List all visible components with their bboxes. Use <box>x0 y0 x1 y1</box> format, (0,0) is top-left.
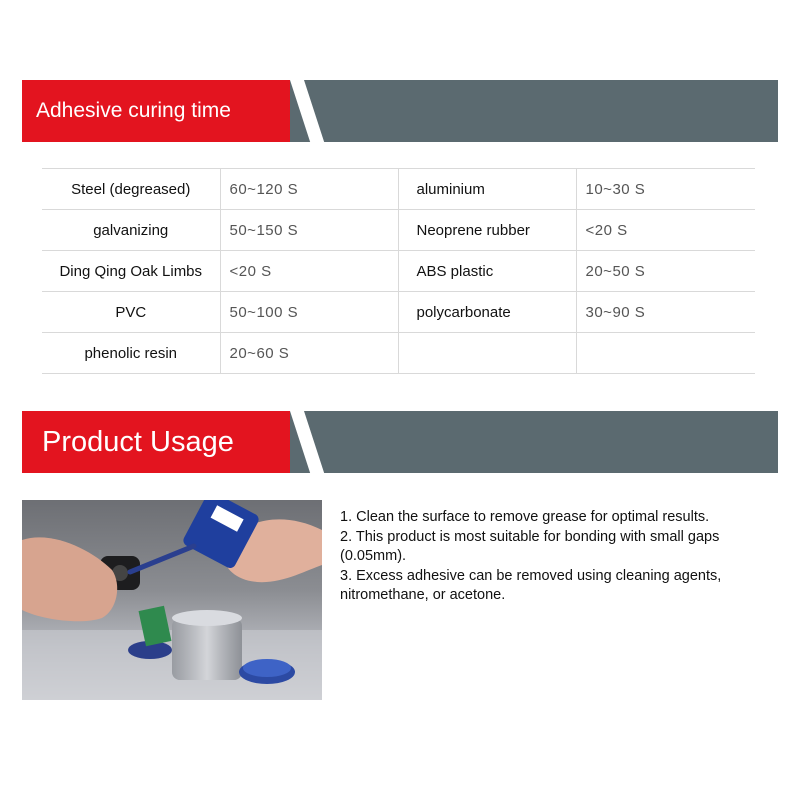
table-row <box>42 292 755 333</box>
time-cell: 30~90 S <box>576 292 755 333</box>
material-cell: polycarbonate <box>398 292 576 333</box>
curing-time-title: Adhesive curing time <box>36 99 231 122</box>
material-cell <box>398 333 576 374</box>
product-usage-banner <box>22 411 778 473</box>
curing-time-table <box>42 168 755 374</box>
table-row <box>42 210 755 251</box>
time-cell: <20 S <box>220 251 398 292</box>
usage-illustration <box>22 500 322 700</box>
time-cell: 20~60 S <box>220 333 398 374</box>
time-cell: 60~120 S <box>220 169 398 210</box>
material-cell: Ding Qing Oak Limbs <box>42 251 220 292</box>
banner-divider <box>290 411 324 473</box>
material-cell: Steel (degreased) <box>42 169 220 210</box>
time-cell: <20 S <box>576 210 755 251</box>
product-usage-photo <box>22 500 322 700</box>
table-row <box>42 251 755 292</box>
time-cell: 20~50 S <box>576 251 755 292</box>
material-cell: aluminium <box>398 169 576 210</box>
table-row <box>42 333 755 374</box>
banner-divider <box>290 80 324 142</box>
product-usage-title: Product Usage <box>42 426 234 458</box>
curing-time-banner <box>22 80 778 142</box>
table-row <box>42 169 755 210</box>
time-cell <box>576 333 755 374</box>
material-cell: Neoprene rubber <box>398 210 576 251</box>
time-cell: 50~100 S <box>220 292 398 333</box>
time-cell: 50~150 S <box>220 210 398 251</box>
usage-instructions <box>340 508 780 606</box>
material-cell: PVC <box>42 292 220 333</box>
usage-step: 3. Excess adhesive can be removed using cleaning agents, nitromethane, or acetone. <box>340 567 722 603</box>
material-cell: galvanizing <box>42 210 220 251</box>
usage-step: 1. Clean the surface to remove grease for optimal results. <box>340 509 710 525</box>
time-cell: 10~30 S <box>576 169 755 210</box>
material-cell: phenolic resin <box>42 333 220 374</box>
usage-step: 2. This product is most suitable for bonding with small gaps (0.05mm). <box>340 528 720 564</box>
material-cell: ABS plastic <box>398 251 576 292</box>
